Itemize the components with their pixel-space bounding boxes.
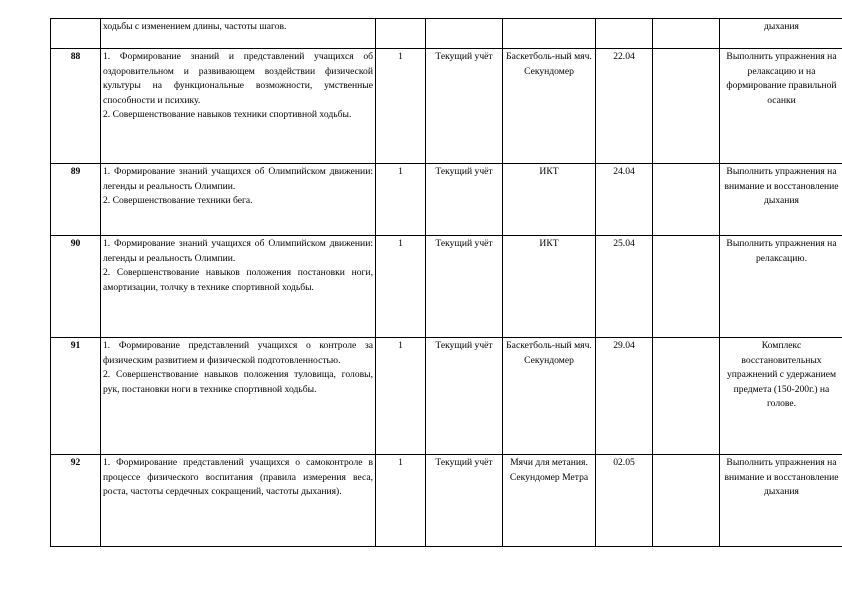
table-row bbox=[51, 49, 842, 164]
planned-date-cell: 25.04 bbox=[596, 236, 653, 338]
lesson-number-cell bbox=[51, 19, 101, 49]
control-type-cell bbox=[426, 19, 503, 49]
topic-paragraph: 2. Совершенствование навыков положения туловища, головы, рук, постановки ноги в технике спортивной ходьбы. bbox=[103, 369, 373, 395]
lesson-topic-cell bbox=[101, 19, 376, 49]
topic-paragraph: 1. Формирование знаний учащихся об Олимпийском движении: легенды и реальность Олимпии. bbox=[103, 238, 373, 264]
homework-cell: Комплекс восстановительных упражнений с удержанием предмета (150-200г.) на голове. bbox=[720, 338, 842, 455]
hours-cell: 1 bbox=[376, 236, 426, 338]
hours-cell: 1 bbox=[376, 455, 426, 547]
equipment-cell: Баскетболь-ный мяч. Секундомер bbox=[503, 49, 596, 164]
actual-date-cell bbox=[653, 19, 720, 49]
actual-date-cell bbox=[653, 236, 720, 338]
equipment-cell: Баскетболь-ный мяч. Секундомер bbox=[503, 338, 596, 455]
planned-date-cell: 02.05 bbox=[596, 455, 653, 547]
control-type-cell: Текущий учёт bbox=[426, 49, 503, 164]
homework-cell: дыхания bbox=[720, 19, 842, 49]
control-type-cell: Текущий учёт bbox=[426, 164, 503, 236]
planned-date-cell: 29.04 bbox=[596, 338, 653, 455]
control-type-cell: Текущий учёт bbox=[426, 338, 503, 455]
actual-date-cell bbox=[653, 338, 720, 455]
lesson-topic-cell bbox=[101, 236, 376, 338]
hours-cell: 1 bbox=[376, 49, 426, 164]
equipment-cell bbox=[503, 19, 596, 49]
topic-paragraph: 1. Формирование знаний учащихся об Олимпийском движении: легенды и реальность Олимпии. bbox=[103, 166, 373, 192]
homework-cell: Выполнить упражнения на релаксацию. bbox=[720, 236, 842, 338]
table-row bbox=[51, 164, 842, 236]
lesson-number-cell: 90 bbox=[51, 236, 101, 338]
lesson-topic-cell bbox=[101, 164, 376, 236]
lesson-plan-table bbox=[50, 18, 842, 547]
lesson-topic-cell bbox=[101, 455, 376, 547]
hours-cell bbox=[376, 19, 426, 49]
actual-date-cell bbox=[653, 49, 720, 164]
table-row bbox=[51, 19, 842, 49]
table-row bbox=[51, 455, 842, 547]
lesson-topic-cell bbox=[101, 338, 376, 455]
topic-paragraph: 2. Совершенствование навыков техники спортивной ходьбы. bbox=[103, 109, 352, 121]
topic-paragraph: 2. Совершенствование техники бега. bbox=[103, 195, 253, 207]
topic-paragraph: 2. Совершенствование навыков положения постановки ноги, амортизации, толчку в технике спортивной ходьбы. bbox=[103, 267, 373, 293]
lesson-topic-cell bbox=[101, 49, 376, 164]
actual-date-cell bbox=[653, 455, 720, 547]
table-row bbox=[51, 338, 842, 455]
hours-cell: 1 bbox=[376, 164, 426, 236]
lesson-number-cell: 92 bbox=[51, 455, 101, 547]
control-type-cell: Текущий учёт bbox=[426, 236, 503, 338]
table-row bbox=[51, 236, 842, 338]
planned-date-cell: 22.04 bbox=[596, 49, 653, 164]
lesson-number-cell: 89 bbox=[51, 164, 101, 236]
planned-date-cell bbox=[596, 19, 653, 49]
planned-date-cell: 24.04 bbox=[596, 164, 653, 236]
equipment-cell: Мячи для метания. Секундомер Метра bbox=[503, 455, 596, 547]
topic-paragraph: 1. Формирование представлений учащихся о контроле за физическим развитием и физической подготовленностью. bbox=[103, 340, 373, 366]
topic-paragraph: ходьбы с изменением длины, частоты шагов. bbox=[103, 21, 287, 32]
control-type-cell: Текущий учёт bbox=[426, 455, 503, 547]
actual-date-cell bbox=[653, 164, 720, 236]
lesson-number-cell: 88 bbox=[51, 49, 101, 164]
hours-cell: 1 bbox=[376, 338, 426, 455]
lesson-number-cell: 91 bbox=[51, 338, 101, 455]
equipment-cell: ИКТ bbox=[503, 236, 596, 338]
table-body bbox=[51, 19, 842, 547]
equipment-cell: ИКТ bbox=[503, 164, 596, 236]
topic-paragraph: 1. Формирование знаний и представлений учащихся об оздоровительном и развивающем воздействии физической культуры на функциональные возможности, умственные способности и психику. bbox=[103, 51, 373, 106]
homework-cell: Выполнить упражнения на внимание и восстановление дыхания bbox=[720, 164, 842, 236]
homework-cell: Выполнить упражнения на релаксацию и на формирование правильной осанки bbox=[720, 49, 842, 164]
topic-paragraph: 1. Формирование представлений учащихся о самоконтроле в процессе физического воспитания (правила измерения веса, роста, частоты сердечных сокращений, частоты дыхания). bbox=[103, 457, 373, 498]
homework-cell: Выполнить упражнения на внимание и восстановление дыхания bbox=[720, 455, 842, 547]
